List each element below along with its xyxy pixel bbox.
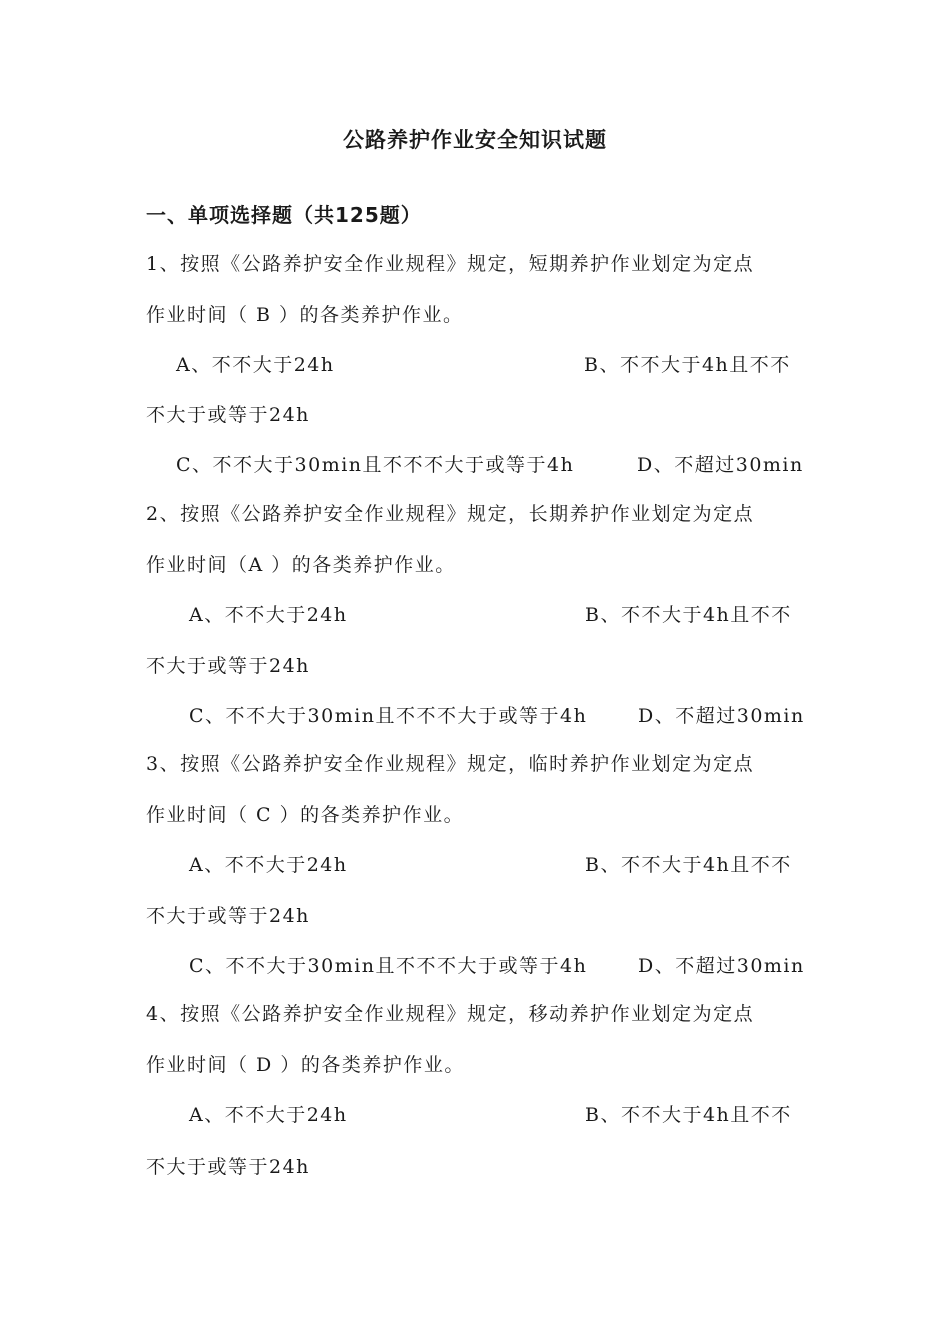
question-4-stem-line-1: 4、按照《公路养护安全作业规程》规定，移动养护作业划定为定点 bbox=[146, 1003, 755, 1025]
question-1-option-c: C、不不大于30min且不不不大于或等于4h bbox=[176, 454, 575, 476]
question-2-option-a: A、不不大于24h bbox=[189, 604, 348, 626]
question-2-stem-line-1: 2、按照《公路养护安全作业规程》规定，长期养护作业划定为定点 bbox=[146, 503, 755, 525]
document-title: 公路养护作业安全知识试题 bbox=[343, 128, 607, 152]
question-4-stem-line-2: 作业时间（ D ）的各类养护作业。 bbox=[146, 1054, 465, 1076]
section-heading: 一、单项选择题（共125题） bbox=[146, 203, 422, 227]
question-1-option-d: D、不超过30min bbox=[637, 454, 804, 476]
question-2-option-b-continued: 不大于或等于24h bbox=[146, 655, 310, 677]
question-2-stem-line-2: 作业时间（A ）的各类养护作业。 bbox=[146, 554, 456, 576]
question-3-stem-line-2: 作业时间（ C ）的各类养护作业。 bbox=[146, 804, 465, 826]
question-3-option-b: B、不不大于4h且不不 bbox=[585, 854, 792, 876]
question-2-option-c: C、不不大于30min且不不不大于或等于4h bbox=[189, 705, 588, 727]
question-2-option-b: B、不不大于4h且不不 bbox=[585, 604, 792, 626]
question-3-option-d: D、不超过30min bbox=[638, 955, 805, 977]
question-1-option-b-continued: 不大于或等于24h bbox=[146, 404, 310, 426]
question-1-stem-line-2: 作业时间（ B ）的各类养护作业。 bbox=[146, 304, 464, 326]
question-3-option-c: C、不不大于30min且不不不大于或等于4h bbox=[189, 955, 588, 977]
question-3-option-b-continued: 不大于或等于24h bbox=[146, 905, 310, 927]
question-1-option-b: B、不不大于4h且不不 bbox=[584, 354, 791, 376]
question-1-option-a: A、不不大于24h bbox=[176, 354, 335, 376]
question-4-option-b-continued: 不大于或等于24h bbox=[146, 1156, 310, 1178]
question-4-option-b: B、不不大于4h且不不 bbox=[585, 1104, 792, 1126]
question-3-option-a: A、不不大于24h bbox=[189, 854, 348, 876]
question-1-stem-line-1: 1、按照《公路养护安全作业规程》规定，短期养护作业划定为定点 bbox=[146, 253, 755, 275]
question-4-option-a: A、不不大于24h bbox=[189, 1104, 348, 1126]
question-3-stem-line-1: 3、按照《公路养护安全作业规程》规定，临时养护作业划定为定点 bbox=[146, 753, 755, 775]
question-2-option-d: D、不超过30min bbox=[638, 705, 805, 727]
